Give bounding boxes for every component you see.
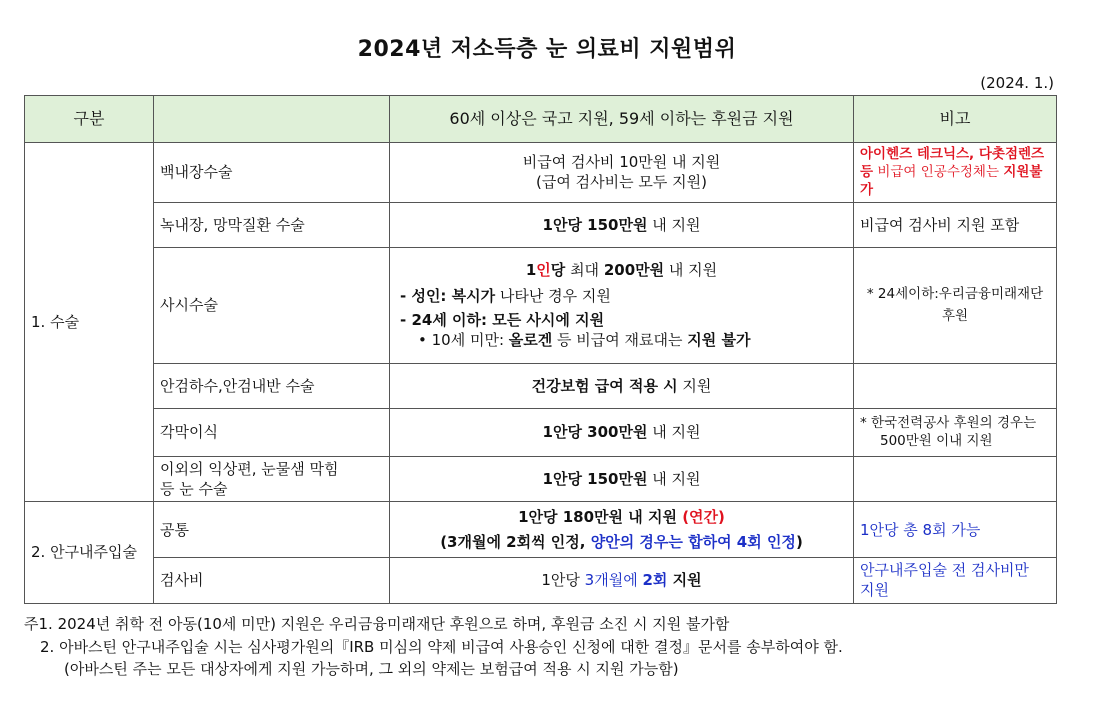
support-cell: [390, 558, 854, 604]
support-text: 내 지원: [647, 469, 701, 488]
support-amount: 1안당 150만원: [542, 469, 648, 488]
header-item: [154, 96, 390, 143]
support-text: 내 지원: [647, 215, 701, 234]
support-text: 내 지원: [647, 423, 701, 442]
footnote-1: 주1. 2024년 취학 전 아동(10세 미만) 지원은 우리금융미래재단 후원으로 하며, 후원금 소진 시 지원 불가함: [24, 615, 730, 633]
note-cell: [854, 143, 1057, 203]
support-text: 나타난 경우 지원: [495, 287, 611, 306]
footnotes: [24, 613, 843, 681]
header-row: [25, 96, 1057, 143]
support-cell: [390, 408, 854, 456]
note-cell: [854, 247, 1057, 363]
footnote-2: 2. 아바스틴 안구내주입술 시는 심사평가원의『IRB 미심의 약제 비급여 사용승인 신청에 대한 결정』문서를 송부하여야 함.: [40, 637, 843, 656]
support-text: 등 비급여 재료대는: [552, 330, 688, 349]
category-surgery: 1. 수술: [25, 143, 154, 502]
item-name-line: 이외의 익상편, 눈물샘 막힘: [160, 459, 339, 478]
support-text: (3개월에 2회씩 인정,: [440, 532, 591, 551]
support-text: 양안의 경우는 합하여 4회 인정: [590, 532, 796, 551]
support-cell: [390, 202, 854, 247]
item-name: 각막이식: [154, 408, 390, 456]
support-text: 2회: [642, 571, 668, 590]
table-row: [25, 502, 1057, 558]
support-text: (연간): [676, 508, 725, 527]
support-amount: 1안당 150만원: [542, 215, 648, 234]
note-line: 안구내주입술 전 검사비만: [860, 561, 1029, 580]
header-category: 구분: [25, 96, 154, 143]
support-amount: 1안당 300만원: [542, 423, 648, 442]
note-cell: [854, 363, 1057, 408]
support-cell: [390, 456, 854, 502]
note-line: 500만원 이내 지원: [880, 433, 993, 450]
item-name: 녹내장, 망막질환 수술: [154, 202, 390, 247]
support-table: [24, 95, 1057, 604]
support-text: 내 지원: [664, 261, 718, 280]
note-cell: [854, 456, 1057, 502]
support-text: 200만원: [603, 261, 665, 280]
support-text: 1안당: [541, 571, 585, 590]
footnote-3: (아바스틴 주는 모든 대상자에게 지원 가능하며, 그 외의 약제는 보험급여 적용 시 지원 가능함): [64, 660, 679, 678]
table-row: [25, 143, 1057, 203]
item-name: 검사비: [154, 558, 390, 604]
support-line: [396, 286, 847, 306]
support-text: 건강보험 급여 적용 시: [531, 376, 678, 395]
support-cell: [390, 247, 854, 363]
table-row: [25, 247, 1057, 363]
support-text: • 10세 미만:: [418, 330, 509, 349]
table-row: [25, 456, 1057, 502]
support-line: 비급여 검사비 10만원 내 지원: [522, 153, 721, 172]
support-text: 지원: [677, 376, 712, 395]
support-cell: [390, 502, 854, 558]
header-note: 비고: [854, 96, 1057, 143]
support-text: - 성인: 복시가: [400, 287, 496, 306]
support-line: - 24세 이하: 모든 사시에 지원: [400, 310, 605, 329]
support-text: ): [795, 532, 803, 551]
item-name: 공통: [154, 502, 390, 558]
item-name: 사시수술: [154, 247, 390, 363]
support-text: 인: [536, 261, 551, 280]
table-row: [25, 558, 1057, 604]
item-name: 백내장수술: [154, 143, 390, 203]
item-name-line: 등 눈 수술: [160, 479, 228, 498]
date-label: (2024. 1.): [980, 74, 1054, 92]
table-row: [25, 202, 1057, 247]
page-title: 2024년 저소득층 눈 의료비 지원범위: [357, 37, 737, 62]
support-line: [396, 507, 847, 527]
support-text: 지원 불가: [687, 330, 751, 349]
note-cell: [854, 408, 1057, 456]
note-line: [860, 163, 1050, 199]
support-text: 1: [525, 261, 537, 280]
support-cell: [390, 363, 854, 408]
support-text: 1안당 180만원 내 지원: [518, 508, 677, 527]
item-name: [154, 456, 390, 502]
note-line: * 한국전력공사 후원의 경우는: [860, 414, 1037, 431]
note-line: 후원: [941, 308, 969, 325]
note-line: 아이헨즈 테크닉스, 다촛점렌즈: [860, 146, 1045, 162]
support-line: [396, 330, 847, 350]
category-injection: 2. 안구내주입술: [25, 502, 154, 604]
note-text: 등: [860, 164, 874, 181]
support-text: 당: [550, 261, 566, 280]
support-line: (급여 검사비는 모두 지원): [536, 173, 707, 192]
support-text: 올로겐: [508, 330, 553, 349]
support-text: 지원: [667, 571, 702, 590]
note-cell: 1안당 총 8회 가능: [854, 502, 1057, 558]
note-cell: [854, 558, 1057, 604]
item-name: 안검하수,안검내반 수술: [154, 363, 390, 408]
note-line: 지원: [860, 581, 889, 600]
support-cell: [390, 143, 854, 203]
support-line: [396, 260, 847, 280]
support-line: [396, 532, 847, 552]
table-row: [25, 363, 1057, 408]
note-text: 지원불가: [860, 164, 1043, 199]
support-text: 최대: [565, 261, 604, 280]
note-text: 비급여 인공수정체는: [877, 164, 1000, 181]
note-cell: 비급여 검사비 지원 포함: [854, 202, 1057, 247]
support-text: 3개월에: [584, 571, 643, 590]
table-row: [25, 408, 1057, 456]
header-support: 60세 이상은 국고 지원, 59세 이하는 후원금 지원: [390, 96, 854, 143]
note-line: * 24세이하:우리금융미래재단: [866, 285, 1044, 302]
